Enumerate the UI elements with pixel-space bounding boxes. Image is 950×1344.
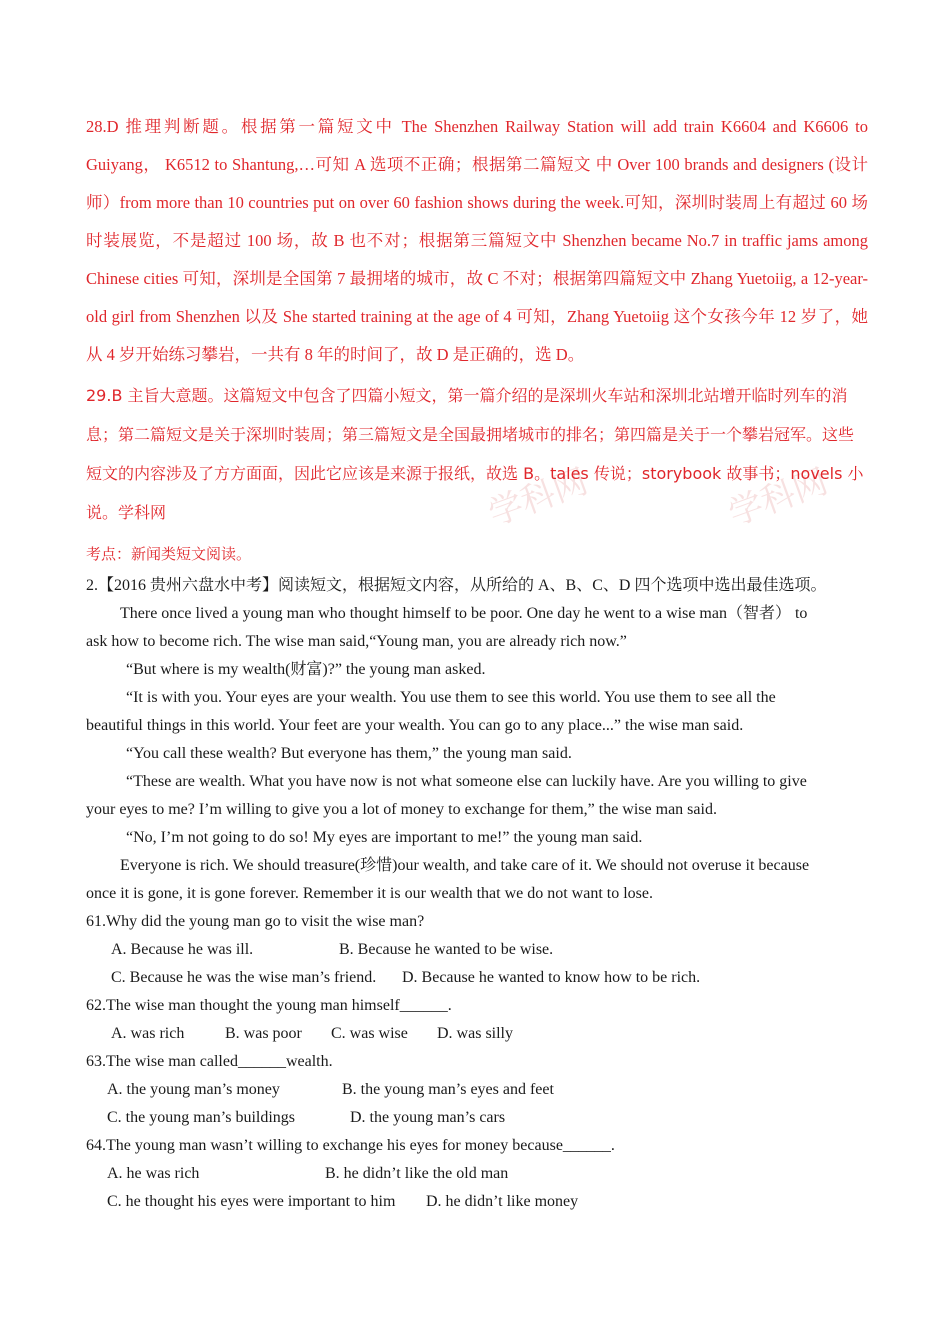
option-64-c: C. he thought his eyes were important to him <box>107 1193 396 1210</box>
answer-28-explanation: 28.D 推理判断题。根据第一篇短文中 The Shenzhen Railway Station will add train K6604 and K6606 to Guiyang， K6512 to Shantung,…可知 A 选项不正确；根据第二篇短文 中 Over 100 brands and designers (设计师）from more than 10 countries put on over 60 fashion shows during the week.可知，深圳时装周上有超过 60 场时装展览，不是超过 100 场，故 B 也不对；根据第三篇短文中 Shenzhen became No.7 in traffic jams among Chinese cities 可知，深圳是全国第 7 最拥堵的城市，故 C 不对；根据第四篇短文中 Zhang Yuetoiig, a 12-year-old girl from Shenzhen 以及 She started training at the age of 4 可知，Zhang Yuetoiig 这个女孩今年 12 岁了，她从 4 岁开始练习攀岩，一共有 8 年的时间了，故 D 是正确的，选 D。 <box>86 117 868 364</box>
option-64-d: D. he didn’t like money <box>426 1193 579 1210</box>
answer-29-explanation: 29.B 主旨大意题。这篇短文中包含了四篇小短文，第一篇介绍的是深圳火车站和深圳北站增开临时列车的消息；第二篇短文是关于深圳时装周；第三篇短文是全国最拥堵城市的排名；第四篇是关于一个攀岩冠军。这些短文的内容涉及了方方面面，因此它应该是来源于报纸，故选 B。tales 传说；storybook 故事书；novels 小说。学科网 <box>86 386 864 522</box>
option-62-b: B. was poor <box>225 1025 302 1042</box>
passage-line: “You call these wealth? But everyone has them,” the young man said. <box>126 745 572 762</box>
option-64-a: A. he was rich <box>107 1165 200 1182</box>
option-62-d: D. was silly <box>437 1025 513 1042</box>
watermark: 学科网 <box>483 461 593 535</box>
passage-line: “It is with you. Your eyes are your wealth. You use them to see this world. You use them to see all the <box>126 689 776 706</box>
option-61-a: A. Because he was ill. <box>111 941 254 958</box>
question-63: 63.The wise man called______wealth. <box>86 1053 333 1070</box>
watermark: 学科网 <box>723 461 833 535</box>
option-61-b: B. Because he wanted to be wise. <box>339 941 554 958</box>
option-63-a: A. the young man’s money <box>107 1081 280 1098</box>
question-64: 64.The young man wasn’t willing to exchange his eyes for money because______. <box>86 1137 615 1154</box>
question-62: 62.The wise man thought the young man himself______. <box>86 997 452 1014</box>
option-61-d: D. Because he wanted to know how to be rich. <box>402 969 701 986</box>
option-63-c: C. the young man’s buildings <box>107 1109 295 1126</box>
option-63-b: B. the young man’s eyes and feet <box>342 1081 554 1098</box>
passage-line: Everyone is rich. We should treasure(珍惜)our wealth, and take care of it. We should not overuse it because <box>120 857 810 874</box>
passage-line: beautiful things in this world. Your feet are your wealth. You can go to any place...” the wise man said. <box>86 717 744 734</box>
kaodian-note: 考点：新闻类短文阅读。 <box>86 545 252 563</box>
option-62-c: C. was wise <box>331 1025 408 1042</box>
passage-line: once it is gone, it is gone forever. Remember it is our wealth that we do not want to lose. <box>86 885 653 902</box>
passage-line: your eyes to me? I’m willing to give you a lot of money to exchange for them,” the wise man said. <box>86 801 717 818</box>
question-61: 61.Why did the young man go to visit the wise man? <box>86 913 425 930</box>
passage-line: There once lived a young man who thought himself to be poor. One day he went to a wise man（智者） to <box>120 605 808 622</box>
passage-line: “These are wealth. What you have now is not what someone else can luckily have. Are you willing to give <box>126 773 807 790</box>
option-64-b: B. he didn’t like the old man <box>325 1165 509 1182</box>
option-62-a: A. was rich <box>111 1025 185 1042</box>
passage-line: ask how to become rich. The wise man said,“Young man, you are already rich now.” <box>86 633 627 650</box>
passage-line: “No, I’m not going to do so! My eyes are important to me!” the young man said. <box>126 829 643 846</box>
passage-line: “But where is my wealth(财富)?” the young man asked. <box>126 661 486 678</box>
option-63-d: D. the young man’s cars <box>350 1109 506 1126</box>
section-heading: 2.【2016 贵州六盘水中考】阅读短文，根据短文内容，从所给的 A、B、C、D 四个选项中选出最佳选项。 <box>86 577 827 594</box>
option-61-c: C. Because he was the wise man’s friend. <box>111 969 377 986</box>
